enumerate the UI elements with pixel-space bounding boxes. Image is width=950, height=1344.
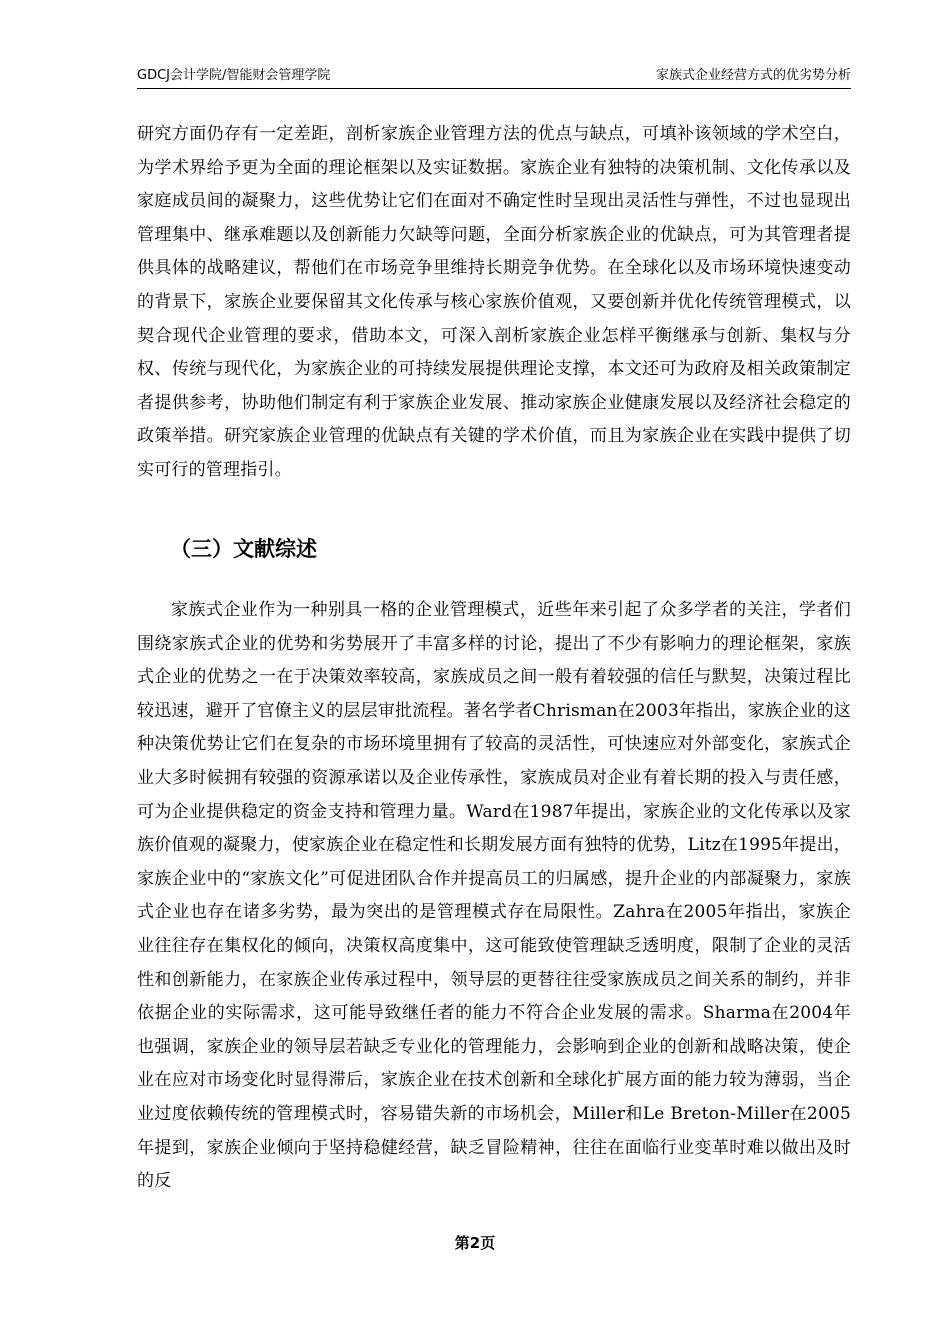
body-paragraph-2: 家族式企业作为一种别具一格的企业管理模式，近些年来引起了众多学者的关注，学者们围绕家族式企业的优势和劣势展开了丰富多样的讨论，提出了不少有影响力的理论框架，家族式企业的优势之一在于决策效率较高，家族成员之间一般有着较强的信任与默契，决策过程比较迅速，避开了官僚主义的层层审批流程。著名学者Chrisman在2003年指出，家族企业的这种决策优势让它们在复杂的市场环境里拥有了较高的灵活性，可快速应对外部变化，家族式企业大多时候拥有较强的资源承诺以及企业传承性，家族成员对企业有着长期的投入与责任感，可为企业提供稳定的资金支持和管理力量。Ward在1987年提出，家族企业的文化传承以及家族价值观的凝聚力，使家族企业在稳定性和长期发展方面有独特的优势，Litz在1995年提出，家族企业中的“家族文化”可促进团队合作并提高员工的归属感，提升企业的内部凝聚力，家族式企业也存在诸多劣势，最为突出的是管理模式存在局限性。Zahra在2005年指出，家族企业往往存在集权化的倾向，决策权高度集中，这可能致使管理缺乏透明度，限制了企业的灵活性和创新能力，在家族企业传承过程中，领导层的更替往往受家族成员之间关系的制约，并非依据企业的实际需求，这可能导致继任者的能力不符合企业发展的需求。Sharma在2004年也强调，家族企业的领导层若缺乏专业化的管理能力，会影响到企业的创新和战略决策，使企业在应对市场变化时显得滞后，家族企业在技术创新和全球化扩展方面的能力较为薄弱，当企业过度依赖传统的管理模式时，容易错失新的市场机会，Miller和Le Breton-Miller在2005年提到，家族企业倾向于坚持稳健经营，缺乏冒险精神，往往在面临行业变革时难以做出及时的反 — [137, 600, 851, 1192]
header-institution: GDCJ会计学院/智能财会管理学院 — [137, 68, 331, 83]
section-heading: （三）文献综述 — [170, 537, 317, 561]
page-header — [137, 66, 851, 89]
body-paragraph-1: 研究方面仍存有一定差距，剖析家族企业管理方法的优点与缺点，可填补该领域的学术空白，为学术界给予更为全面的理论框架以及实证数据。家族企业有独特的决策机制、文化传承以及家庭成员间的凝聚力，这些优势让它们在面对不确定性时呈现出灵活性与弹性，不过也显现出管理集中、继承难题以及创新能力欠缺等问题，全面分析家族企业的优缺点，可为其管理者提供具体的战略建议，帮他们在市场竞争里维持长期竞争优势。在全球化以及市场环境快速变动的背景下，家族企业要保留其文化传承与核心家族价值观，又要创新并优化传统管理模式，以契合现代企业管理的要求，借助本文，可深入剖析家族企业怎样平衡继承与创新、集权与分权、传统与现代化，为家族企业的可持续发展提供理论支撑，本文还可为政府及相关政策制定者提供参考，协助他们制定有利于家族企业发展、推动家族企业健康发展以及经济社会稳定的政策举措。研究家族企业管理的优缺点有关键的学术价值，而且为家族企业在实践中提供了切实可行的管理指引。 — [137, 124, 851, 480]
page-number: 第2页 — [454, 1234, 496, 1252]
header-title: 家族式企业经营方式的优劣势分析 — [655, 68, 851, 83]
